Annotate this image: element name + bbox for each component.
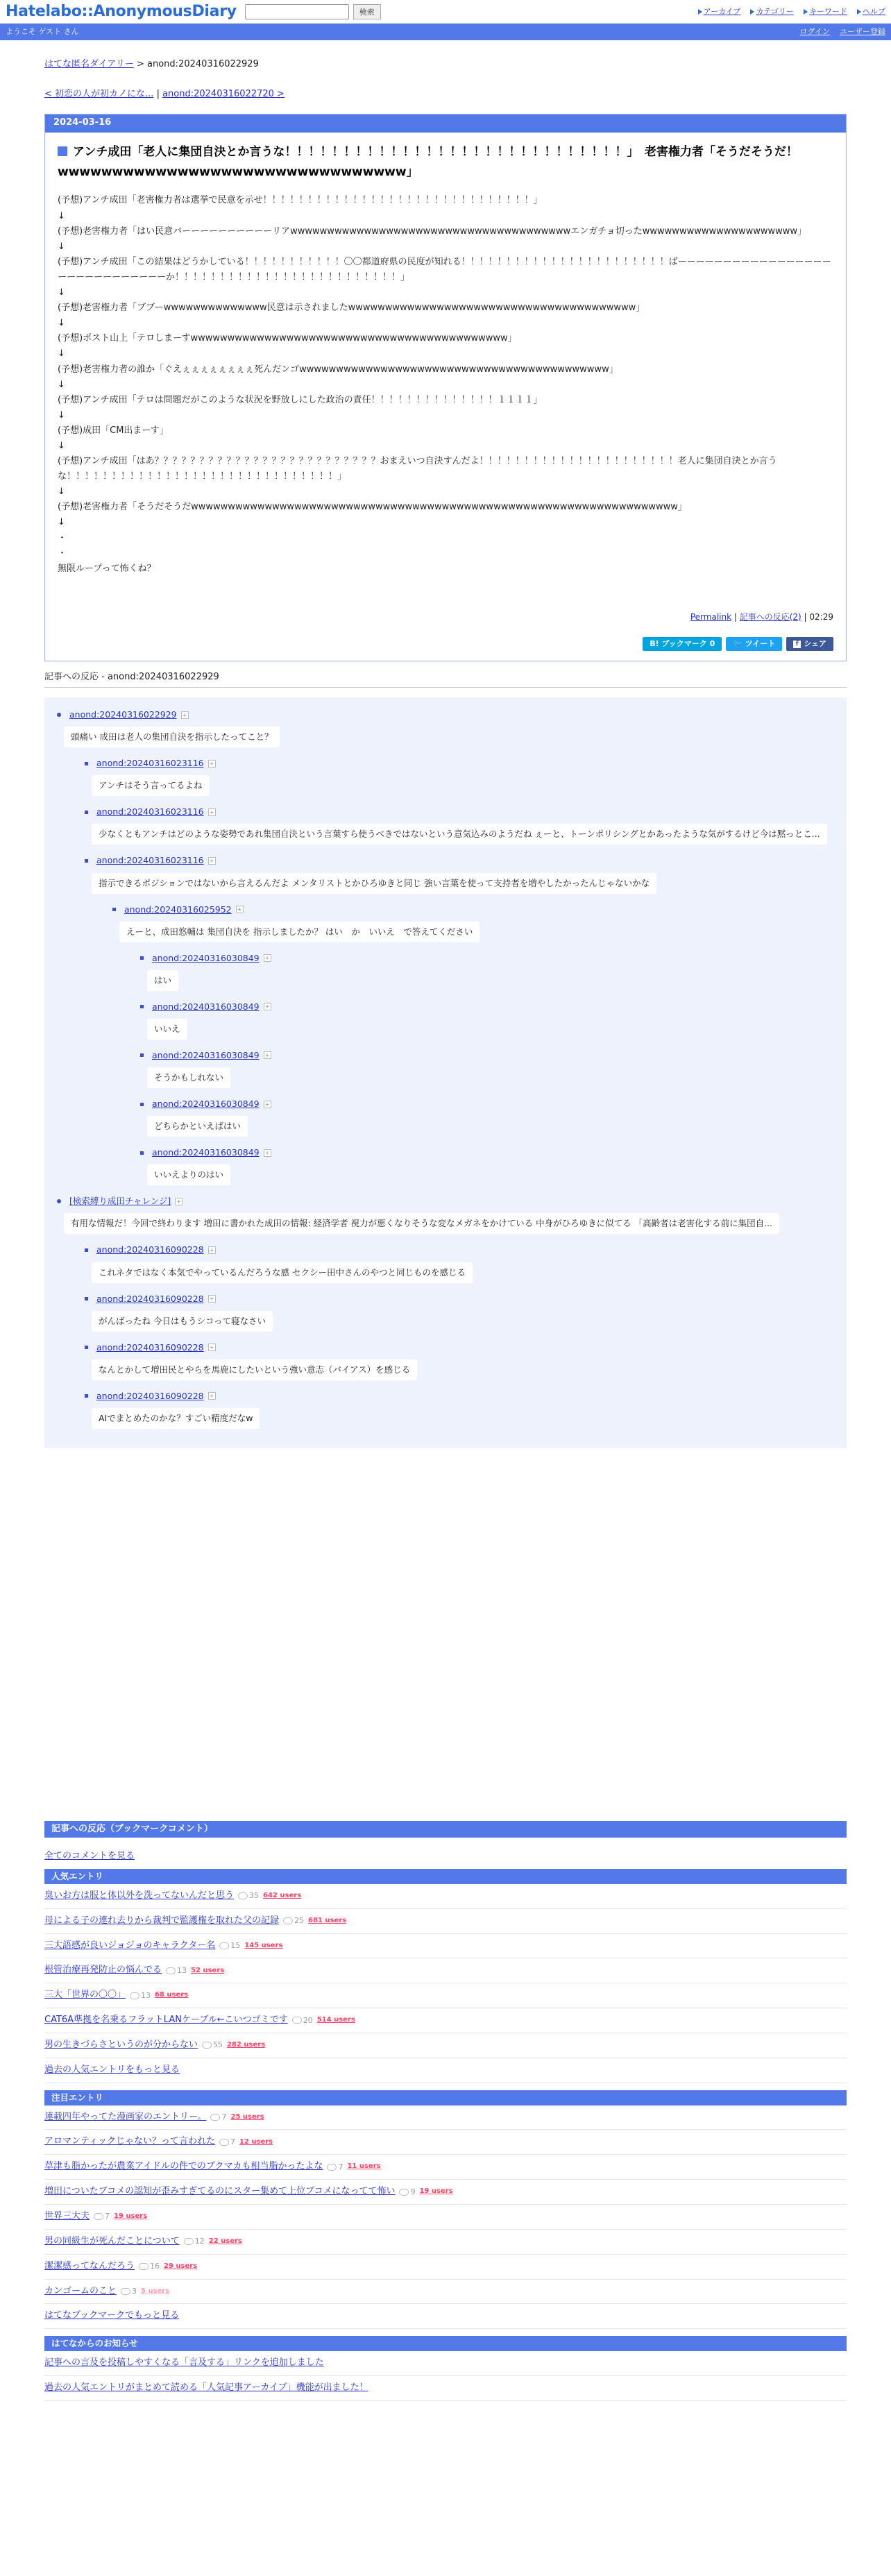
entry-title-link[interactable]: 男の同級生が死んだことについて (44, 2235, 180, 2246)
day-date: 2024-03-16 (45, 115, 846, 133)
reaction-header (85, 757, 834, 770)
reaction-header (140, 1098, 834, 1110)
users-badge[interactable]: 514 users (316, 2016, 355, 2024)
arrow-right-icon (750, 9, 754, 15)
entry-row (44, 2105, 847, 2130)
nav-help-link[interactable]: ヘルプ (863, 6, 885, 16)
users-badge[interactable]: 12 users (239, 2137, 273, 2146)
pager-separator: | (153, 88, 163, 99)
comment-number: 7 (338, 2162, 343, 2171)
comment-number: 3 (132, 2286, 137, 2296)
users-badge[interactable]: 29 users (164, 2262, 198, 2270)
reaction-bubble: 指示できるポジションではないから言えるんだよ メンタリストとかひろゆきと同じ 強い言葉を使って支持者を増やしたかったんじゃないかな (92, 873, 656, 894)
down-arrow: ↓ (58, 348, 65, 359)
breadcrumb-separator: > (133, 59, 148, 69)
expand-icon[interactable]: + (208, 808, 216, 816)
reaction-children (85, 1244, 834, 1436)
entry-title-link[interactable]: 潔潔感ってなんだろう (44, 2260, 135, 2271)
comment-bubble-icon (283, 1917, 293, 1924)
popular-entries-list (44, 1884, 847, 2058)
entry-title-link[interactable]: 三大「世界の〇〇」 (44, 1990, 126, 2001)
entry-line: (予想)ポスト山上「テロしまーすwwwwwwwwwwwwwwwwwwwwwwwwwwwwwwwwwwwwwwwwwww」 (58, 333, 517, 344)
login-link[interactable]: ログイン (799, 27, 830, 37)
comment-bubble-icon (121, 2288, 130, 2295)
entry-title-link[interactable]: アロマンティックじゃない？って言われた (44, 2136, 215, 2147)
expand-icon[interactable]: + (208, 760, 216, 768)
entry-row (44, 2205, 847, 2230)
day-section (44, 114, 847, 662)
comment-bubble-icon (202, 2042, 212, 2049)
expand-icon[interactable]: + (264, 1101, 271, 1108)
news-row (44, 2351, 847, 2376)
reaction-link[interactable]: anond:20240316090228 (96, 1390, 204, 1401)
reaction-node (140, 1001, 834, 1046)
reaction-header (85, 1341, 834, 1354)
reaction-node (85, 1293, 834, 1339)
hatena-news-header: はてなからのお知らせ (44, 2336, 847, 2351)
comment-number: 9 (410, 2187, 416, 2196)
reaction-header (85, 1390, 834, 1403)
entry-title-link[interactable]: 増田についたブコメの認知が歪みすぎてるのにスター集めて上位ブコメになってて怖い (44, 2186, 396, 2197)
reaction-link[interactable]: anond:20240316023116 (96, 855, 204, 866)
entry-title-link[interactable]: 男の生きづらさというのが分からない (44, 2039, 198, 2050)
reaction-link[interactable]: anond:20240316022929 (69, 709, 177, 720)
users-badge[interactable]: 68 users (155, 1991, 189, 1999)
reaction-bubble: いいえよりのはい (147, 1164, 230, 1185)
down-arrow: ↓ (58, 241, 65, 252)
reaction-header (85, 806, 834, 818)
site-header (0, 0, 891, 24)
popular-more-link[interactable]: 過去の人気エントリをもっと見る (44, 2058, 847, 2083)
expand-icon[interactable]: + (264, 954, 271, 962)
nav-keyword[interactable] (804, 6, 847, 17)
reaction-bubble: はい (147, 970, 178, 991)
entry-line: (予想)アンチ成田「テロは問題だがこのような状況を野放しにした政治の責任！！！！！！！！！！！！！！１１１１」 (58, 394, 543, 405)
comment-number: 13 (177, 1965, 187, 1975)
users-badge[interactable]: 5 users (141, 2287, 170, 2295)
entry-title-link[interactable]: 根管治療再発防止の悩んでる (44, 1965, 162, 1976)
arrow-right-icon (698, 9, 702, 15)
reaction-header (85, 1244, 834, 1256)
search-form (245, 4, 381, 19)
register-link[interactable]: ユーザー登録 (840, 27, 885, 37)
comment-count (292, 2015, 313, 2026)
users-badge[interactable]: 22 users (208, 2237, 242, 2245)
share-buttons (58, 637, 833, 651)
reaction-link[interactable]: [検索縛り成田チャレンジ] (69, 1196, 171, 1207)
users-badge[interactable]: 11 users (347, 2162, 381, 2171)
arrow-right-icon (804, 9, 808, 15)
expand-icon[interactable]: + (208, 1392, 216, 1400)
comment-count (219, 2137, 235, 2148)
footer-separator: | (731, 611, 740, 622)
reaction-node (85, 757, 834, 803)
entry-title-link[interactable]: カンゴームのこと (44, 2285, 117, 2296)
reaction-bubble: なんとかして増田民とやらを馬鹿にしたいという強い意志（バイアス）を感じる (92, 1359, 417, 1380)
reaction-node (57, 1195, 834, 1436)
entry-line: (予想)アンチ成田「はあ？？？？？？？？？？？？？？？？？？？？？？？？？おまえいつ自決すんだよ！！！！！！！！！！！！！！！！！！！！！！老人に集団自決とか言うな！！！！！！！！！！！！！！！！！！！！！！！！！！！！！！」 (58, 456, 777, 482)
expand-icon[interactable]: + (208, 1344, 216, 1351)
comment-number: 25 (294, 1916, 305, 1926)
reaction-link[interactable]: anond:20240316090228 (96, 1341, 204, 1353)
comment-number: 7 (221, 2112, 227, 2122)
ellipsis-dot: ・ (58, 548, 67, 559)
entry-line: (予想)成田「CM出まーす」 (58, 425, 169, 436)
entry-row (44, 2130, 847, 2155)
entry-row (44, 2230, 847, 2255)
main-content (44, 58, 847, 1448)
news-link[interactable]: 記事への言及を投稿しやすくなる「言及する」リンクを追加しました (44, 2357, 324, 2369)
site-logo[interactable]: Hatelabo::AnonymousDiary (6, 2, 237, 20)
comment-count (139, 2261, 160, 2272)
comment-bubble-icon (166, 1967, 176, 1974)
entry-line: (予想)老害権力者の誰か「ぐえぇぇぇぇぇぇぇぇ死んだンゴwwwwwwwwwwwwwwwwwwwwwwwwwwwwwwwwwwwwwwwwww」 (58, 364, 618, 375)
users-badge[interactable]: 282 users (227, 2041, 266, 2049)
expand-icon[interactable]: + (175, 1198, 183, 1205)
entry-pager (44, 88, 847, 101)
reaction-children (112, 904, 834, 1193)
nav-archive-link[interactable]: アーカイブ (703, 6, 741, 16)
hatena-news-list (44, 2351, 847, 2401)
entry-text (58, 193, 833, 576)
expand-icon[interactable]: + (264, 1003, 271, 1010)
reaction-bubble: 頭痛い 成田は老人の集団自決を指示したってこと？ (64, 727, 280, 747)
notable-more-link[interactable]: はてなブックマークでもっと見る (44, 2304, 847, 2329)
reaction-bubble: がんばったね 今日はもうシコって寝なさい (92, 1311, 273, 1332)
entry-body (45, 133, 846, 661)
reaction-link[interactable]: anond:20240316090228 (96, 1293, 204, 1304)
entry-row (44, 1958, 847, 1983)
comment-count (238, 1890, 259, 1901)
expand-icon[interactable]: + (208, 1295, 216, 1303)
comment-bubble-icon (139, 2263, 148, 2270)
reaction-header (85, 1293, 834, 1305)
comment-bubble-icon (94, 2213, 103, 2220)
prev-entry-link[interactable]: < 初恋の人が初カノにな... (44, 88, 154, 99)
entry-title-link[interactable]: CAT6A準拠を名乗るフラットLANケーブル←こいつゴミです (44, 2015, 288, 2026)
entry-closing-line: 無限ループって怖くね？ (58, 563, 156, 574)
reactions-link[interactable]: 記事への反応(2) (739, 611, 801, 622)
entry-title-link[interactable]: 草津も脂かったが農業アイドルの件でのブクマカも相当脂かったよな (44, 2161, 323, 2172)
reaction-node (85, 1244, 834, 1289)
entry-title-text: アンチ成田「老人に集団自決とか言うな！！！！！！！！！！！！！！！！！！！！！！！！！！！！！」 老害権力者「そうだそうだ！wwwwwwwwwwwwwwwwwwwwwwwwwwwwwwww」 (58, 144, 798, 179)
breadcrumb (44, 58, 847, 71)
reaction-bubble: アンチはそう言ってるよね (92, 775, 210, 796)
reaction-link[interactable]: anond:20240316030849 (152, 1001, 260, 1012)
expand-icon[interactable]: + (181, 711, 189, 719)
facebook-label: シェア (804, 639, 826, 649)
ellipsis-dot: ・ (58, 532, 67, 543)
reaction-node (140, 1049, 834, 1095)
entry-row (44, 2280, 847, 2305)
comment-count (94, 2211, 110, 2222)
reaction-header (140, 1049, 834, 1062)
breadcrumb-current: anond:20240316022929 (147, 59, 259, 69)
reaction-node (85, 1390, 834, 1436)
bookmark-section (44, 1821, 847, 2401)
comment-count (283, 1915, 304, 1926)
tweet-button[interactable] (726, 637, 782, 651)
down-arrow: ↓ (58, 287, 65, 298)
reaction-link[interactable]: anond:20240316023116 (96, 758, 204, 769)
comment-number: 16 (150, 2262, 160, 2271)
reaction-children (85, 757, 834, 1192)
reaction-node (85, 854, 834, 1192)
notable-entries-list (44, 2105, 847, 2305)
users-badge[interactable]: 19 users (114, 2212, 148, 2221)
arrow-right-icon (857, 9, 861, 15)
down-arrow: ↓ (58, 318, 65, 329)
news-row (44, 2376, 847, 2401)
down-arrow: ↓ (58, 409, 65, 421)
bookmark-button[interactable]: B! ブックマーク 0 (643, 637, 722, 651)
search-button[interactable]: 検索 (353, 4, 381, 19)
expand-icon[interactable]: + (264, 1149, 271, 1157)
reaction-link[interactable]: anond:20240316030849 (152, 1099, 260, 1110)
reaction-node (112, 904, 834, 1193)
reaction-bubble: そうかもしれない (147, 1067, 230, 1088)
comment-number: 35 (249, 1891, 260, 1901)
tweet-label: ツイート (745, 639, 776, 649)
entry-title (58, 142, 833, 183)
comment-number: 20 (303, 2015, 313, 2025)
reaction-link[interactable]: anond:20240316025952 (124, 904, 232, 915)
entry-row (44, 2155, 847, 2180)
reactions-title: 記事への反応 - anond:20240316022929 (44, 671, 847, 688)
entry-title-link[interactable]: 臭いお方は服と体以外を洗ってないんだと思う (44, 1890, 235, 1901)
entry-line: (予想)アンチ成田「老害権力者は選挙で民意を示せ！！！！！！！！！！！！！！！！！！！！！！！！！！！！！！」 (58, 195, 543, 206)
expand-icon[interactable]: + (236, 906, 244, 913)
reaction-link[interactable]: anond:20240316030849 (152, 952, 260, 963)
bookmark-comments-header: 記事への反応（ブックマークコメント） (44, 1821, 847, 1838)
users-badge[interactable]: 52 users (191, 1966, 225, 1974)
user-bar (0, 24, 891, 40)
popular-entries-header: 人気エントリ (44, 1869, 847, 1884)
down-arrow: ↓ (58, 440, 65, 451)
reaction-header (57, 1195, 834, 1208)
nav-category-link[interactable]: カテゴリー (756, 6, 794, 16)
comment-bubble-icon (399, 2189, 409, 2196)
reaction-bubble: えーと、成田悠輔は 集団自決を 指示しましたか？ はい か いいえ で答えてください (119, 922, 480, 942)
comment-count (121, 2286, 137, 2297)
comment-number: 55 (213, 2040, 223, 2050)
comment-number: 15 (230, 1940, 241, 1950)
down-arrow: ↓ (58, 379, 65, 390)
entry-row (44, 2033, 847, 2058)
entry-row (44, 1983, 847, 2008)
next-entry-link[interactable]: anond:20240316022720 > (162, 88, 285, 99)
all-comments-link[interactable]: 全てのコメントを見る (44, 1851, 135, 1861)
entry-line: (予想)老害権力者「そうだそうだwwwwwwwwwwwwwwwwwwwwwwwwwwwwwwwwwwwwwwwwwwwwwwwwwwwwwwwwwwwwwwwwww」 (58, 502, 687, 513)
reaction-header (57, 709, 834, 721)
reaction-link[interactable]: anond:20240316030849 (152, 1147, 260, 1158)
facebook-icon: f (793, 641, 801, 648)
reaction-header (112, 904, 834, 916)
reaction-bubble: いいえ (147, 1019, 187, 1040)
comment-count (210, 2112, 226, 2123)
entry-row (44, 2255, 847, 2280)
entry-row (44, 1934, 847, 1959)
reaction-bubble: どちらかといえばはい (147, 1116, 248, 1137)
search-input[interactable] (245, 4, 349, 19)
comment-count (202, 2040, 223, 2051)
nav-category[interactable] (750, 6, 794, 17)
reaction-bubble: 少なくともアンチはどのような姿勢であれ集団自決という言葉すら使うべきではないという意気込みのようだね ぇーと、トーンポリシングとかあったような気がするけど今は黙っとこ... (92, 824, 827, 845)
reaction-link[interactable]: anond:20240316030849 (152, 1049, 260, 1060)
top-nav (698, 6, 885, 17)
down-arrow: ↓ (58, 517, 65, 528)
comment-bubble-icon (238, 1892, 248, 1899)
comment-number: 13 (141, 1990, 151, 2000)
comment-bubble-icon (219, 1942, 229, 1949)
entry-row (44, 2180, 847, 2205)
expand-icon[interactable]: + (264, 1051, 271, 1059)
comment-bubble-icon (292, 2017, 302, 2024)
entry-row (44, 2008, 847, 2033)
breadcrumb-root[interactable]: はてな匿名ダイアリー (44, 59, 134, 69)
news-link[interactable]: 過去の人気エントリがまとめて読める「人気記事アーカイブ」機能が出ました！ (44, 2382, 368, 2393)
entry-title-link[interactable]: 母による子の連れ去りから裁判で監護権を取れた父の記録 (44, 1915, 280, 1926)
comment-count (184, 2236, 205, 2247)
reaction-link[interactable]: anond:20240316023116 (96, 806, 204, 817)
users-badge[interactable]: 25 users (230, 2112, 264, 2121)
comment-number: 7 (230, 2137, 235, 2146)
reaction-node (85, 806, 834, 851)
reaction-node (140, 1146, 834, 1192)
reaction-bubble: 有用な情報だ！今回で終わります 増田に書かれた成田の情報: 経済学者 視力が悪くなりそうな変なメガネをかけている 中身がひろゆきに似てる 「高齢者は老害化する前に集団自... (64, 1213, 779, 1234)
entry-row (44, 1909, 847, 1934)
comment-number: 7 (105, 2212, 110, 2221)
reaction-node (85, 1341, 834, 1387)
entry-title-link[interactable]: 世界三大夫 (44, 2210, 90, 2221)
reaction-bubble: AIでまとめたのかな？すごい精度だなw (92, 1408, 260, 1429)
entry-line: (予想)アンチ成田「この結果はどうかしている！！！！！！！！！！！〇〇都道府県の民度が知れる！！！！！！！！！！！！！！！！！！！！！！！ばーーーーーーーーーーーーーーーーーーーーーーーーーーーーーか！！！！！！！！！！！！！！！！！！！！！！！！！」 (58, 256, 831, 282)
notable-entries-header: 注目エントリ (44, 2090, 847, 2105)
section-square-icon (58, 146, 67, 156)
reaction-bubble: これネタではなく本気でやっているんだろうな感 セクシー田中さんのやつと同じものを感じる (92, 1262, 473, 1283)
reaction-header (85, 854, 834, 867)
reactions-tree (44, 697, 847, 1448)
nav-help[interactable] (857, 6, 885, 17)
comment-count (130, 1990, 151, 2001)
comment-number: 12 (194, 2237, 205, 2246)
comment-count (327, 2162, 343, 2173)
down-arrow: ↓ (58, 486, 65, 498)
reaction-header (140, 1146, 834, 1159)
entry-line: (予想)老害権力者「はい民意バーーーーーーーーーーリアwwwwwwwwwwwwwwwwwwwwwwwwwwwwwwwwwwwwwwエンガチョ切ったwwwwwwwwwwwwwwwwwwwww」 (58, 226, 807, 237)
permalink-link[interactable]: Permalink (690, 611, 732, 622)
comment-bubble-icon (327, 2164, 337, 2171)
entry-title-link[interactable]: 連載四年やってた漫画家のエントリー。 (44, 2111, 207, 2122)
comment-bubble-icon (210, 2114, 220, 2121)
welcome-text: ようこそ ゲスト さん (6, 27, 79, 37)
comment-count (166, 1965, 187, 1976)
reaction-header (140, 952, 834, 965)
users-badge[interactable]: 642 users (263, 1892, 302, 1900)
users-badge[interactable]: 145 users (244, 1941, 283, 1949)
reaction-node (140, 1098, 834, 1144)
reaction-node (140, 952, 834, 998)
entry-footer (58, 611, 833, 623)
expand-icon[interactable]: + (208, 857, 216, 865)
users-badge[interactable]: 681 users (308, 1916, 347, 1924)
comment-count (219, 1940, 240, 1951)
entry-time: | 02:29 (804, 611, 833, 622)
users-badge[interactable]: 19 users (419, 2187, 453, 2196)
reaction-link[interactable]: anond:20240316090228 (96, 1244, 204, 1255)
comment-bubble-icon (184, 2238, 194, 2245)
nav-archive[interactable] (698, 6, 741, 17)
expand-icon[interactable]: + (208, 1246, 216, 1254)
twitter-bird-icon: 🐦 (733, 639, 745, 649)
comment-bubble-icon (219, 2139, 229, 2146)
down-arrow: ↓ (58, 210, 65, 221)
comment-count (399, 2187, 415, 2198)
nav-keyword-link[interactable]: キーワード (809, 6, 847, 16)
comment-bubble-icon (130, 1992, 139, 1999)
facebook-share-button[interactable] (786, 637, 833, 651)
entry-title-link[interactable]: 三大語感が良いジョジョのキャラクター名 (44, 1940, 216, 1951)
reaction-header (140, 1001, 834, 1013)
reaction-children (140, 952, 834, 1193)
entry-line: (予想)老害権力者「ブブーwwwwwwwwwwwwww民意は示されましたwwwwwwwwwwwwwwwwwwwwwwwwwwwwwwwwwwwwwww」 (58, 303, 645, 314)
entry-row (44, 1884, 847, 1909)
reaction-node (57, 709, 834, 1192)
